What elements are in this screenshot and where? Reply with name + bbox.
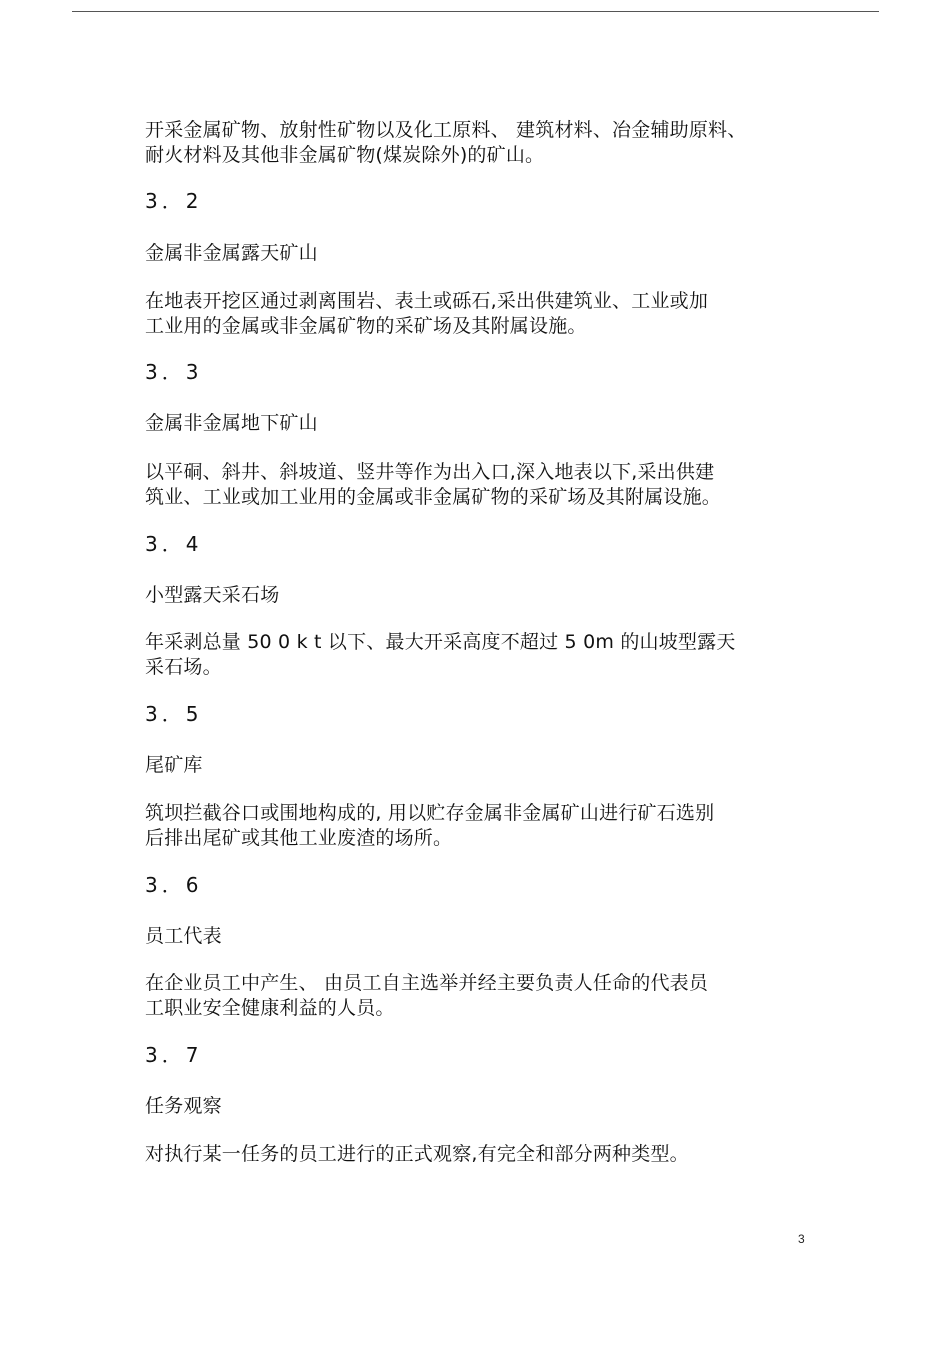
text-line: 工职业安全健康利益的人员。 (145, 997, 395, 1019)
text-line: 年采剥总量 50 0 k t 以下、最大开采高度不超过 5 0m 的山坡型露天 (145, 631, 736, 653)
text-line: 以平硐、斜井、斜坡道、竖井等作为出入口,深入地表以下,采出供建 (145, 461, 715, 483)
term-title (145, 583, 279, 608)
section-number (145, 702, 202, 727)
text-line: 3．3 (145, 360, 203, 384)
section-number (145, 1043, 202, 1068)
text-line: 尾矿库 (145, 754, 203, 776)
text-line: 耐火材料及其他非金属矿物(煤炭除外)的矿山。 (145, 144, 545, 166)
section-number (145, 360, 202, 385)
text-line: 金属非金属地下矿山 (145, 412, 318, 434)
text-line: 3．7 (145, 1043, 203, 1067)
term-title (145, 753, 203, 778)
text-line: 工业用的金属或非金属矿物的采矿场及其附属设施。 (145, 315, 587, 337)
text-line: 3．4 (145, 532, 203, 556)
text-line: 3．2 (145, 189, 203, 213)
text-line: 员工代表 (145, 925, 222, 947)
header-rule (72, 11, 879, 12)
text-line: 在企业员工中产生、 由员工自主选举并经主要负责人任命的代表员 (145, 972, 709, 994)
section-number (145, 873, 202, 898)
text-line: 3．6 (145, 873, 203, 897)
definition-text (145, 801, 714, 851)
definition-text (145, 630, 736, 680)
section-number (145, 189, 202, 214)
text-line: 3．5 (145, 702, 203, 726)
term-title (145, 241, 318, 266)
term-title (145, 411, 318, 436)
term-title (145, 924, 222, 949)
text-line: 金属非金属露天矿山 (145, 242, 318, 264)
definition-text (145, 971, 708, 1021)
definition-text (145, 118, 746, 168)
section-number (145, 532, 202, 557)
text-line: 筑坝拦截谷口或围地构成的, 用以贮存金属非金属矿山进行矿石选别 (145, 802, 715, 824)
page-number: 3 (798, 1232, 805, 1246)
text-line: 采石场。 (145, 656, 222, 678)
term-title (145, 1094, 222, 1119)
definition-text (145, 289, 708, 339)
text-line: 对执行某一任务的员工进行的正式观察,有完全和部分两种类型。 (145, 1143, 689, 1165)
text-line: 在地表开挖区通过剥离围岩、表土或砾石,采出供建筑业、工业或加 (145, 290, 709, 312)
text-line: 任务观察 (145, 1095, 222, 1117)
text-line: 筑业、工业或加工业用的金属或非金属矿物的采矿场及其附属设施。 (145, 486, 722, 508)
text-line: 开采金属矿物、放射性矿物以及化工原料、 建筑材料、冶金辅助原料、 (145, 119, 747, 141)
definition-text (145, 460, 721, 510)
text-line: 后排出尾矿或其他工业废渣的场所。 (145, 827, 453, 849)
definition-text (145, 1142, 689, 1167)
text-line: 小型露天采石场 (145, 584, 280, 606)
